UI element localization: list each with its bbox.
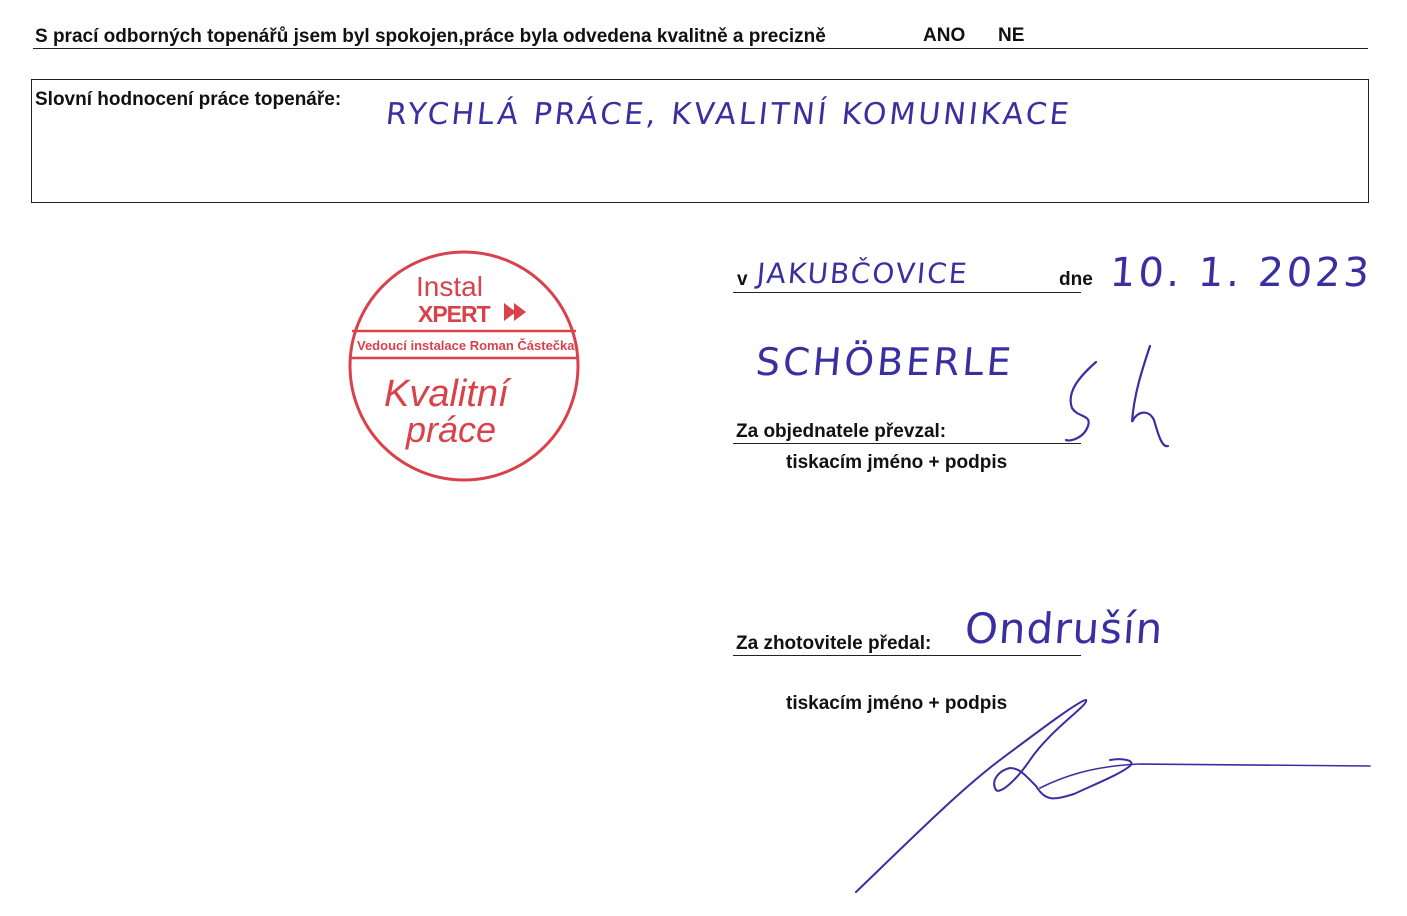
date-handwritten: 10. 1. 2023 <box>1108 250 1374 296</box>
stamp-brand-line1: Instal <box>416 271 483 302</box>
stamp-brand-line2: XPERT <box>418 301 490 327</box>
location-prefix: v <box>737 269 748 290</box>
stamp-arrows-icon <box>504 303 526 321</box>
customer-rule <box>733 443 1081 444</box>
customer-name-handwritten: SCHÖBERLE <box>754 340 1016 384</box>
contractor-signature <box>850 690 1390 900</box>
contractor-label: Za zhotovitele předal: <box>736 633 932 654</box>
stamp-script-line1: Kvalitní <box>384 373 509 415</box>
contractor-caption: tiskacím jméno + podpis <box>786 693 1008 714</box>
location-handwritten: JAKUBČOVICE <box>755 257 970 290</box>
yes-option[interactable]: ANO <box>923 25 966 46</box>
evaluation-handwritten-text: RYCHLÁ PRÁCE, KVALITNÍ KOMUNIKACE <box>384 97 1074 132</box>
no-option[interactable]: NE <box>998 25 1025 46</box>
stamp-band-text: Vedoucí instalace Roman Částečka <box>357 338 575 353</box>
contractor-name-handwritten: Ondrušín <box>963 604 1166 653</box>
customer-caption: tiskacím jméno + podpis <box>786 452 1008 473</box>
customer-label: Za objednatele převzal: <box>736 421 947 442</box>
location-rule <box>733 292 1081 293</box>
stamp-script-line2: práce <box>406 409 497 450</box>
date-label: dne <box>1059 269 1093 290</box>
satisfaction-statement: S prací odborných topenářů jsem byl spokojen,práce byla odvedena kvalitně a precizně <box>35 26 826 47</box>
evaluation-label: Slovní hodnocení práce topenáře: <box>35 89 342 110</box>
customer-signature <box>1058 342 1188 462</box>
satisfaction-rule <box>33 48 1368 49</box>
contractor-rule <box>733 655 1081 656</box>
stamp-seal <box>344 246 584 486</box>
